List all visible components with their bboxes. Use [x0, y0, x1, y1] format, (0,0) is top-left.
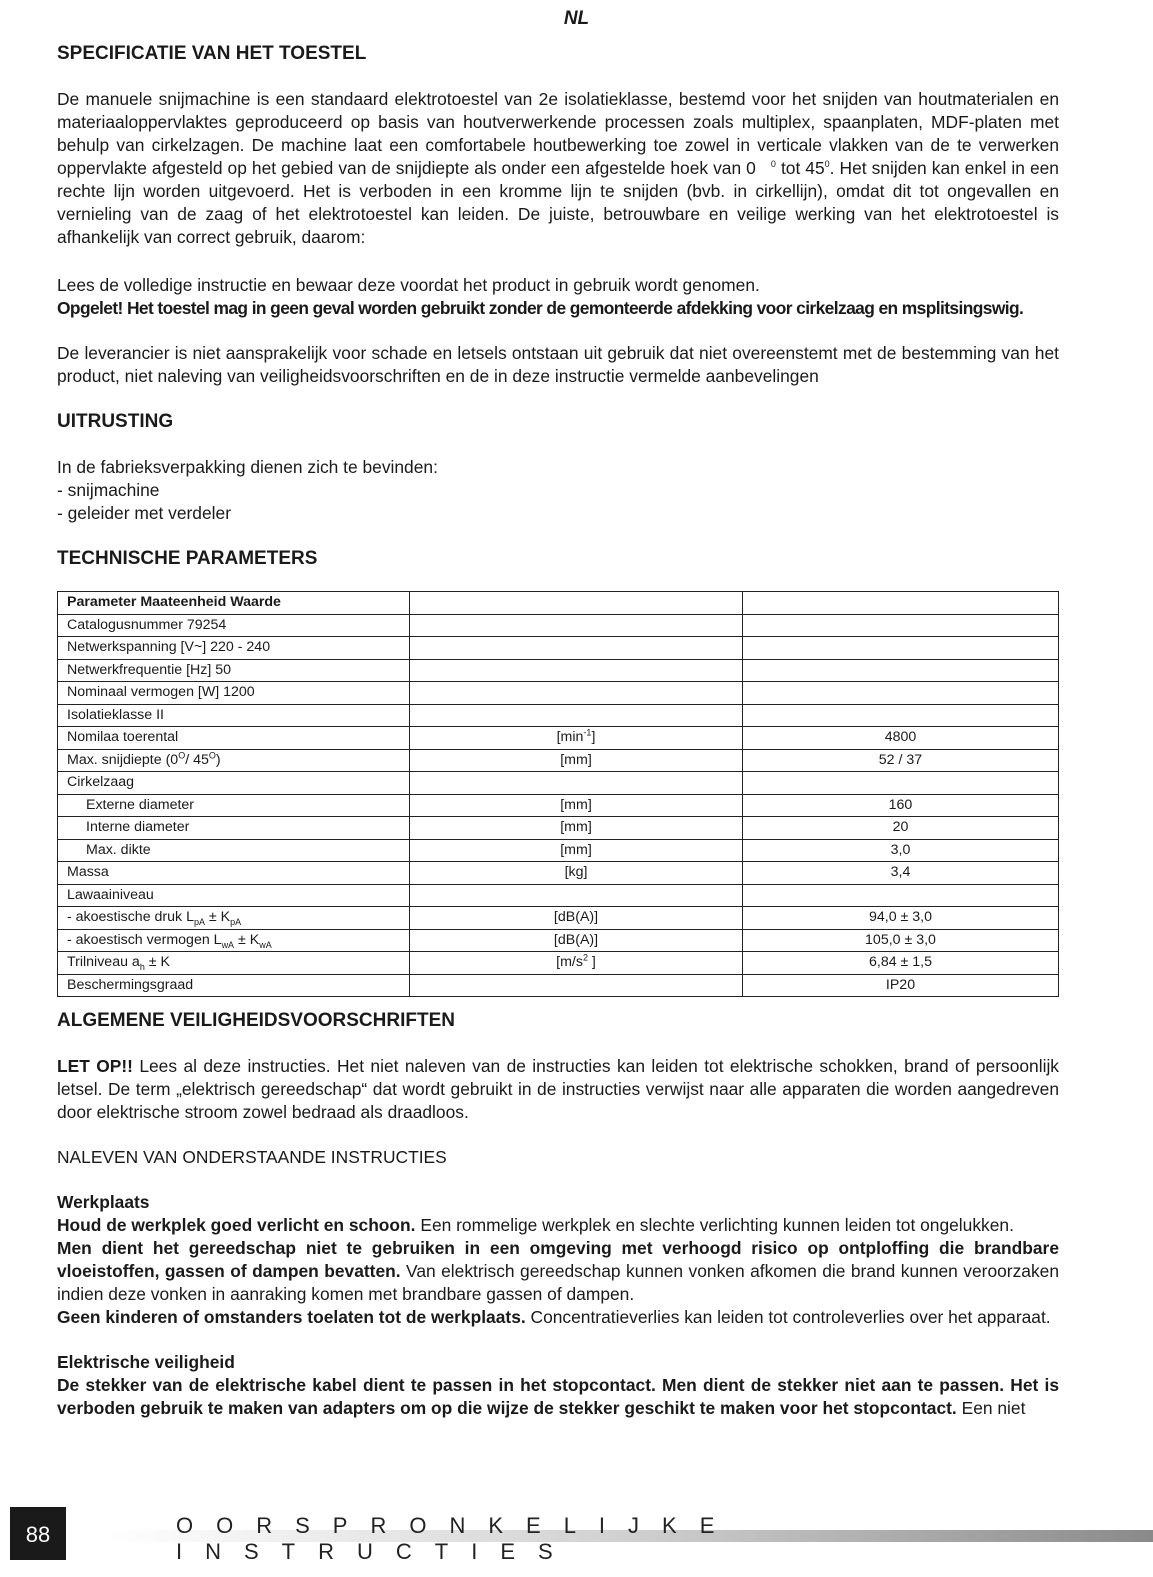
table-row: Netwerkfrequentie [Hz] 50 — [58, 659, 1059, 682]
naleven-heading: NALEVEN VAN ONDERSTAANDE INSTRUCTIES — [57, 1147, 447, 1167]
language-code: NL — [563, 8, 590, 29]
table-row: Parameter Maateenheid Waarde — [58, 592, 1059, 615]
section-title-technische-parameters: TECHNISCHE PARAMETERS — [57, 548, 318, 569]
table-row: Max. dikte [mm] 3,0 — [58, 839, 1059, 862]
table-row: Cirkelzaag — [58, 772, 1059, 795]
table-row: - akoestisch vermogen $L_{wA} \pm K_{wA}$ [dB(A)] 105,0 ± 3,0 — [58, 929, 1059, 952]
table-row: Nominaal vermogen [W] 1200 — [58, 682, 1059, 705]
footer-title: OORSPRONKELIJKE INSTRUCTIES — [176, 1513, 738, 1564]
let-op-paragraph: LET OP!! Lees al deze instructies. Het niet naleven van de instructies kan leiden tot elektrische schokken, brand of persoonlijk letsel. De term „elektrisch gereedschap“ dat wordt gebruikt in de instructies verwijst naar alle apparaten die worden aangedreven door elektrische stroom zowel bedraad als draadloos. — [57, 1056, 1059, 1122]
subheading-werkplaats: Werkplaats — [57, 1192, 150, 1212]
liability-text: De leverancier is niet aansprakelijk voor schade en letsels ontstaan uit gebruik dat niet overeenstemt met de bestemming van het product, niet naleving van veiligheidsvoorschriften en de in deze instructie vermelde aanbevelingen — [57, 343, 1059, 386]
table-row: Beschermingsgraad IP20 — [58, 974, 1059, 997]
table-row: Isolatieklasse II — [58, 704, 1059, 727]
warning-text: Opgelet! Het toestel mag in geen geval worden gebruikt zonder de gemonteerde afdekking voor cirkelzaag en msplitsingswig. — [57, 298, 1024, 318]
table-row: Trilniveau $a_h \pm K$ [$m/s^2$ ] 6,84 ± 1,5 — [58, 952, 1059, 975]
table-row: Netwerkspanning [V~] 220 - 240 — [58, 637, 1059, 660]
table-row: Massa [kg] 3,4 — [58, 862, 1059, 885]
parameters-table — [57, 591, 1059, 997]
subheading-elektrische-veiligheid: Elektrische veiligheid — [57, 1352, 235, 1372]
table-row: - akoestische druk $L_{pA} \pm K_{pA}$ [dB(A)] 94,0 ± 3,0 — [58, 907, 1059, 930]
table-row: Lawaainiveau — [58, 884, 1059, 907]
table-row: Interne diameter [mm] 20 — [58, 817, 1059, 840]
equipment-item: - geleider met verdeler — [57, 503, 231, 523]
werkplaats-rule: Geen kinderen of omstanders toelaten tot de werkplaats. Concentratieverlies kan leiden tot controleverlies over het apparaat. — [57, 1307, 1051, 1327]
elektrische-rule: De stekker van de elektrische kabel dient te passen in het stopcontact. Men dient de stekker niet aan te passen. Het is verboden gebruik te maken van adapters om op die wijze de stekker geschikt te maken voor het stopcontact. Een niet — [57, 1375, 1059, 1418]
read-instruction-text: Lees de volledige instructie en bewaar deze voordat het product in gebruik wordt genomen. — [57, 275, 760, 295]
table-row: Externe diameter [mm] 160 — [58, 794, 1059, 817]
table-row: Catalogusnummer 79254 — [58, 614, 1059, 637]
page-content — [57, 42, 1059, 1420]
werkplaats-rule: Men dient het gereedschap niet te gebruiken in een omgeving met verhoogd risico op ontploffing die brandbare vloeistoffen, gassen of dampen bevatten. Van elektrisch gereedschap kunnen vonken afkomen die brand kunnen veroorzaken indien deze vonken in aanraking komen met brandbare gassen of dampen. — [57, 1238, 1059, 1304]
equipment-intro: In de fabrieksverpakking dienen zich te bevinden: — [57, 457, 438, 477]
spec-paragraph: De manuele snijmachine is een standaard elektrotoestel van 2e isolatieklasse, bestemd voor het snijden van houtmaterialen en materiaaloppervlaktes geproduceerd op basis van houtverwerkende processen zoals multiplex, spaanplaten, MDF-platen met behulp van cirkelzagen. De machine laat een comfortabele houtbewerking toe zowel in verticale vlakken van de te verwerken oppervlakte afgesteld op het gebied van de snijdiepte als onder een afgestelde hoek van 0 $^0$ tot $45^0$. Het snijden kan enkel in een rechte lijn worden uitgevoerd. Het is verboden in een kromme lijn te snijden (bvb. in cirkellijn), omdat dit tot ongevallen en vernieling van de zaag of het elektrotoestel kan leiden. De juiste, betrouwbare en veilige werking van het elektrotoestel is afhankelijk van correct gebruik, daarom: — [57, 89, 1059, 247]
equipment-item: - snijmachine — [57, 480, 160, 500]
section-title-specificatie: SPECIFICATIE VAN HET TOESTEL — [57, 43, 367, 64]
table-row: Max. snijdiepte ($0^O/$ $45^O$) [mm] 52 / 37 — [58, 749, 1059, 772]
section-title-uitrusting: UITRUSTING — [57, 411, 174, 432]
section-title-veiligheid: ALGEMENE VEILIGHEIDSVOORSCHRIFTEN — [57, 1010, 455, 1031]
table-row: Nomilaa toerental $[\min^{-1}]$ 4800 — [58, 727, 1059, 750]
werkplaats-rule: Houd de werkplek goed verlicht en schoon. Een rommelige werkplek en slechte verlichting kunnen leiden tot ongelukken. — [57, 1215, 1014, 1235]
page-number: 88 — [10, 1507, 66, 1560]
